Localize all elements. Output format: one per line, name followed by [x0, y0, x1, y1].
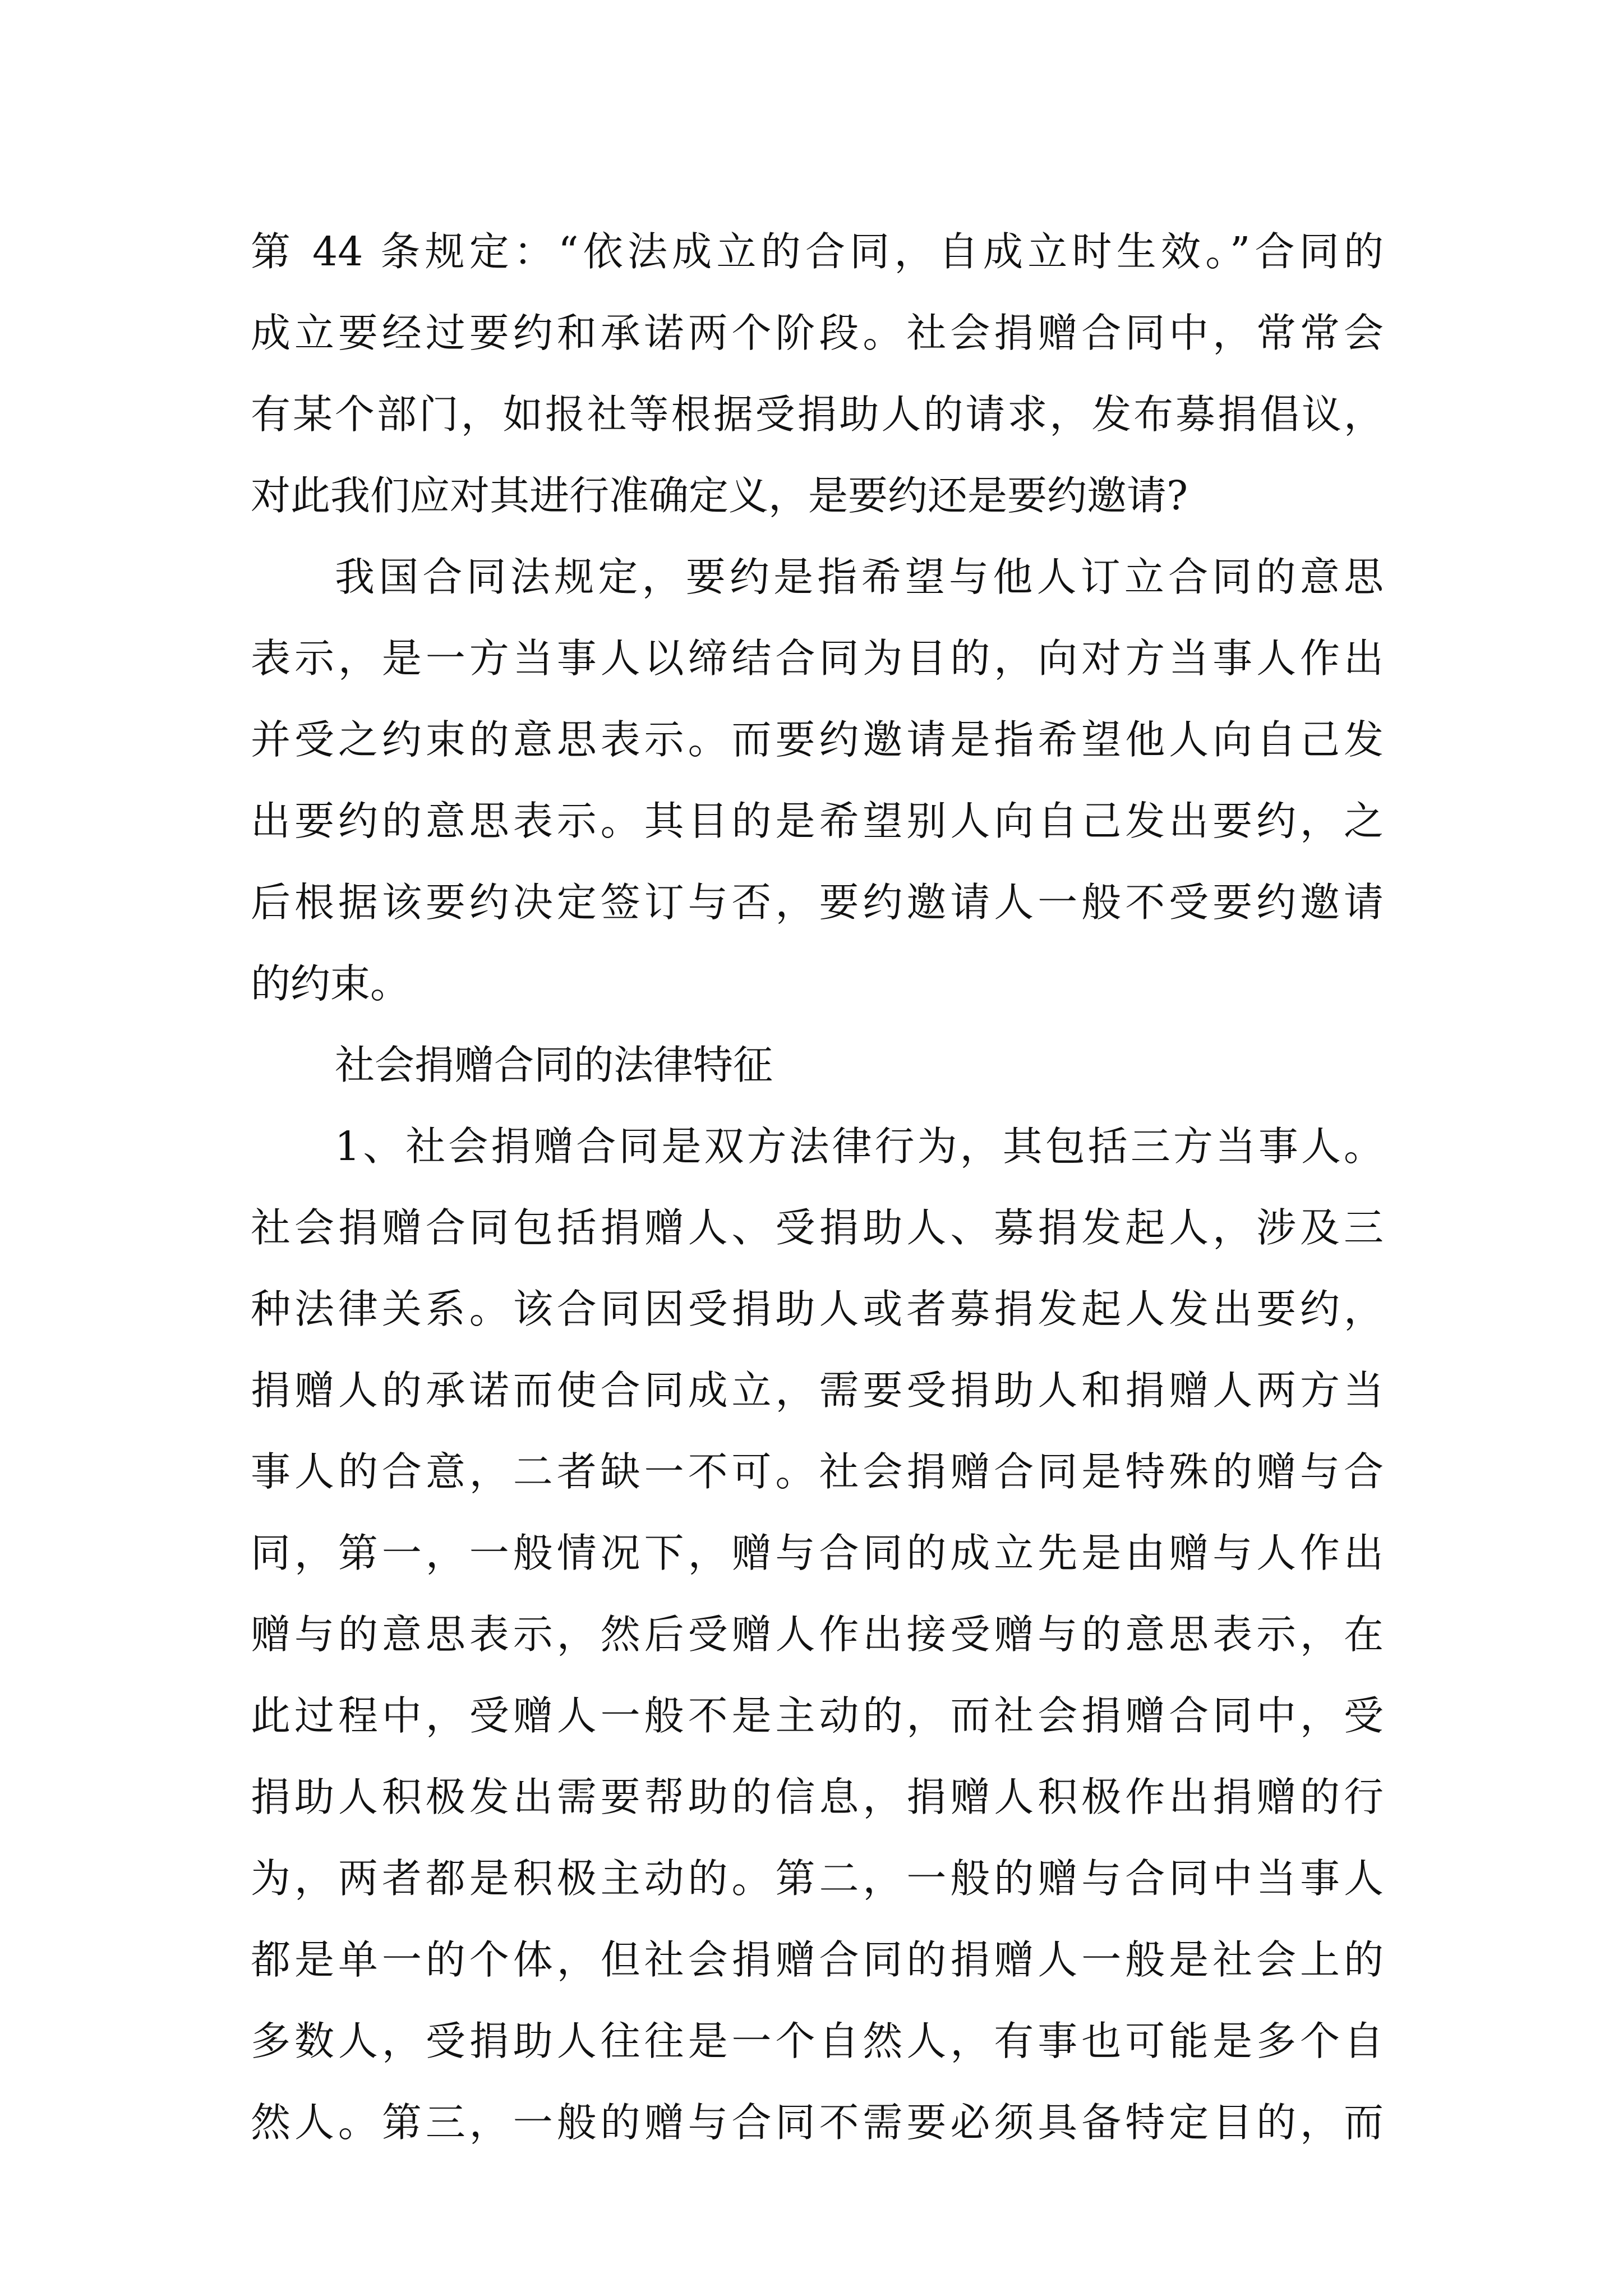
text-line: 第 44 条规定：“依法成立的合同，自成立时生效。”合同的 [251, 228, 1384, 275]
body-text [251, 211, 1384, 2163]
section-heading: 社会捐赠合同的法律特征 [335, 1042, 773, 1088]
text-line: 同，第一，一般情况下，赠与合同的成立先是由赠与人作出 [251, 1530, 1384, 1576]
text-line: 并受之约束的意思表示。而要约邀请是指希望他人向自己发 [251, 716, 1384, 763]
text-line: 捐助人积极发出需要帮助的信息，捐赠人积极作出捐赠的行 [251, 1774, 1384, 1820]
text-line: 种法律关系。该合同因受捐助人或者募捐发起人发出要约， [251, 1286, 1384, 1332]
text-line: 有某个部门，如报社等根据受捐助人的请求，发布募捐倡议， [251, 391, 1384, 438]
text-line: 社会捐赠合同包括捐赠人、受捐助人、募捐发起人，涉及三 [251, 1204, 1384, 1251]
text-line: 赠与的意思表示，然后受赠人作出接受赠与的意思表示，在 [251, 1611, 1384, 1658]
text-line: 为，两者都是积极主动的。第二，一般的赠与合同中当事人 [251, 1855, 1384, 1902]
text-line: 1、社会捐赠合同是双方法律行为，其包括三方当事人。 [335, 1123, 1384, 1170]
text-line: 多数人，受捐助人往往是一个自然人，有事也可能是多个自 [251, 2018, 1384, 2064]
text-line: 成立要经过要约和承诺两个阶段。社会捐赠合同中，常常会 [251, 310, 1384, 356]
text-line: 都是单一的个体，但社会捐赠合同的捐赠人一般是社会上的 [251, 1936, 1384, 1983]
text-line: 表示，是一方当事人以缔结合同为目的，向对方当事人作出 [251, 635, 1384, 682]
text-line: 我国合同法规定，要约是指希望与他人订立合同的意思 [335, 554, 1384, 600]
text-line: 对此我们应对其进行准确定义，是要约还是要约邀请? [251, 472, 1188, 519]
text-line: 的约束。 [251, 960, 411, 1007]
text-line: 然人。第三，一般的赠与合同不需要必须具备特定目的，而 [251, 2099, 1384, 2146]
text-line: 此过程中，受赠人一般不是主动的，而社会捐赠合同中，受 [251, 1692, 1384, 1739]
text-line: 事人的合意，二者缺一不可。社会捐赠合同是特殊的赠与合 [251, 1448, 1384, 1495]
text-line: 后根据该要约决定签订与否，要约邀请人一般不受要约邀请 [251, 879, 1384, 926]
text-line: 出要约的意思表示。其目的是希望别人向自己发出要约，之 [251, 798, 1384, 844]
text-line: 捐赠人的承诺而使合同成立，需要受捐助人和捐赠人两方当 [251, 1367, 1384, 1414]
